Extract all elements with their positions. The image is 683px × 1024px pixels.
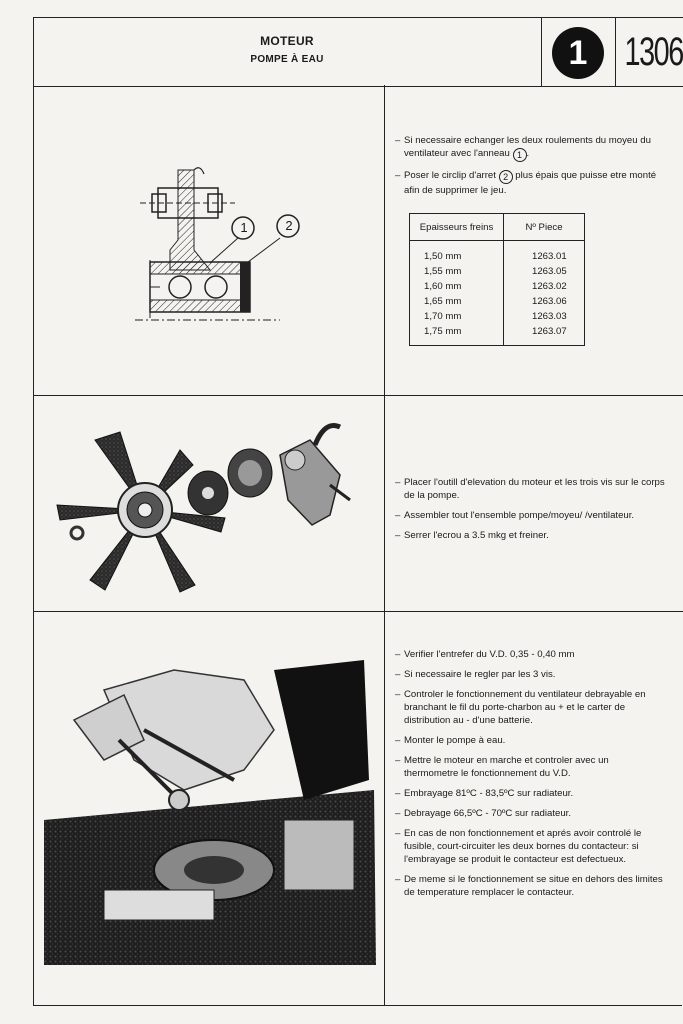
callout-1: 1 — [240, 220, 248, 235]
instruction-text: Mettre le moteur en marche et controler avec un thermometre le fonctionnement du V.D. — [404, 755, 609, 779]
page-subtitle: POMPE À EAU — [250, 54, 324, 65]
instruction-text: De meme si le fonctionnement se situe en dehors des limites de temperature remplacer le contacteur. — [404, 874, 663, 898]
instruction-text: Embrayage 81ºC - 83,5ºC sur radiateur. — [404, 788, 574, 799]
table-row — [410, 309, 585, 324]
circlip-thickness-table — [409, 213, 585, 346]
instruction-text: Serrer l'ecrou a 3.5 mkg et freiner. — [404, 530, 549, 541]
instruction-text: Si necessaire le regler par les 3 vis. — [404, 669, 556, 680]
bearing-section-diagram — [130, 160, 320, 330]
part-number-cell: 1263.05 — [532, 266, 567, 277]
callout-ref-1: 1 — [513, 148, 527, 162]
part-number-cell: 1263.03 — [532, 311, 567, 322]
column-divider — [384, 85, 385, 1006]
instruction-text: Monter le pompe à eau. — [404, 735, 506, 746]
instruction-text: Si necessaire echanger les deux roulements du moyeu du ventilateur avec l'anneau — [404, 135, 651, 159]
instruction-item: – Monter le pompe à eau. — [395, 735, 506, 746]
page-title: MOTEUR — [260, 34, 314, 48]
instruction-text: Placer l'outill d'elevation du moteur et les trois vis sur le corps de la pompe. — [404, 477, 665, 501]
instruction-text-end: plus épais que puisse etre monté afin de supprimer le jeu. — [404, 170, 657, 196]
instruction-text: Poser le circlip d'arret — [404, 170, 499, 181]
thickness-cell: 1,60 mm — [410, 279, 504, 294]
part-number-cell: 1263.07 — [532, 326, 567, 337]
table-row — [410, 241, 585, 265]
thickness-cell: 1,50 mm — [410, 241, 504, 265]
instruction-text: Debrayage 66,5ºC - 70ºC sur radiateur. — [404, 808, 571, 819]
column-header: Nº Piece — [504, 214, 585, 241]
title-box — [33, 18, 541, 86]
instruction-text: Verifier l'entrefer du V.D. 0,35 - 0,40 mm — [404, 649, 575, 660]
instruction-item: – Si necessaire echanger les deux roulements du moyeu du ventilateur avec l'anneau 1 . — [395, 135, 651, 160]
page-header — [33, 17, 683, 87]
thickness-cell: 1,65 mm — [410, 294, 504, 309]
page-bottom-border — [33, 1005, 682, 1006]
callout-2: 2 — [285, 218, 293, 233]
table-row — [410, 294, 585, 309]
part-number-cell: 1263.06 — [532, 296, 567, 307]
table-row — [410, 324, 585, 346]
instruction-item: – Embrayage 81ºC - 83,5ºC sur radiateur. — [395, 788, 574, 799]
instruction-item: – Controler le fonctionnement du ventilateur debrayable en branchant le fil du porte-charbon au + et le carter de distribution au - d'une batterie. — [395, 689, 646, 726]
fan-pump-assembly-photo — [50, 415, 370, 595]
thickness-cell: 1,55 mm — [410, 264, 504, 279]
instruction-item: – Mettre le moteur en marche et controler avec un thermometre le fonctionnement du V.D. — [395, 755, 609, 779]
thickness-cell: 1,70 mm — [410, 309, 504, 324]
part-number-cell: 1263.01 — [532, 251, 567, 262]
section-divider-1 — [33, 395, 683, 396]
section1-text — [395, 134, 665, 204]
instruction-item: – Serrer l'ecrou a 3.5 mkg et freiner. — [395, 530, 549, 541]
page-code: 1306 — [624, 30, 683, 74]
callout-ref-2: 2 — [499, 170, 513, 184]
column-header: Epaisseurs freins — [410, 214, 504, 241]
instruction-item: – Verifier l'entrefer du V.D. 0,35 - 0,40 mm — [395, 649, 575, 660]
thickness-cell: 1,75 mm — [410, 324, 504, 346]
table-row — [410, 264, 585, 279]
instruction-text: Assembler tout l'ensemble pompe/moyeu/ /ventilateur. — [404, 510, 635, 521]
table-row — [410, 279, 585, 294]
instruction-item: – Assembler tout l'ensemble pompe/moyeu/ /ventilateur. — [395, 510, 635, 521]
instruction-item: – Placer l'outill d'elevation du moteur et les trois vis sur le corps de la pompe. — [395, 477, 665, 501]
instruction-text-end: . — [526, 148, 530, 159]
instruction-item: – De meme si le fonctionnement se situe en dehors des limites de temperature remplacer le contacteur. — [395, 874, 663, 898]
instruction-item: – Debrayage 66,5ºC - 70ºC sur radiateur. — [395, 808, 571, 819]
section3-text — [395, 648, 665, 906]
instruction-item: – Poser le circlip d'arret 2 plus épais que puisse etre monté afin de supprimer le jeu. — [395, 170, 657, 196]
part-number-cell: 1263.02 — [532, 281, 567, 292]
instruction-item: – En cas de non fonctionnement et aprés avoir controlé le fusible, court-circuiter les deux bornes du contacteur: si l'embrayage se produit le contacteur est defectueux. — [395, 828, 642, 865]
badge-box — [541, 18, 616, 86]
section2-text — [395, 476, 665, 549]
instruction-text: Controler le fonctionnement du ventilateur debrayable en branchant le fil du porte-charbon au + et le carter de distribution au - d'une batterie. — [404, 689, 646, 726]
section-divider-2 — [33, 611, 683, 612]
chapter-badge: 1 — [552, 27, 604, 79]
instruction-item: – Si necessaire le regler par les 3 vis. — [395, 669, 556, 680]
air-gap-check-photo — [44, 650, 376, 965]
instruction-text: En cas de non fonctionnement et aprés avoir controlé le fusible, court-circuiter les deux bornes du contacteur: si l'embrayage se produit le contacteur est defectueux. — [404, 828, 642, 865]
